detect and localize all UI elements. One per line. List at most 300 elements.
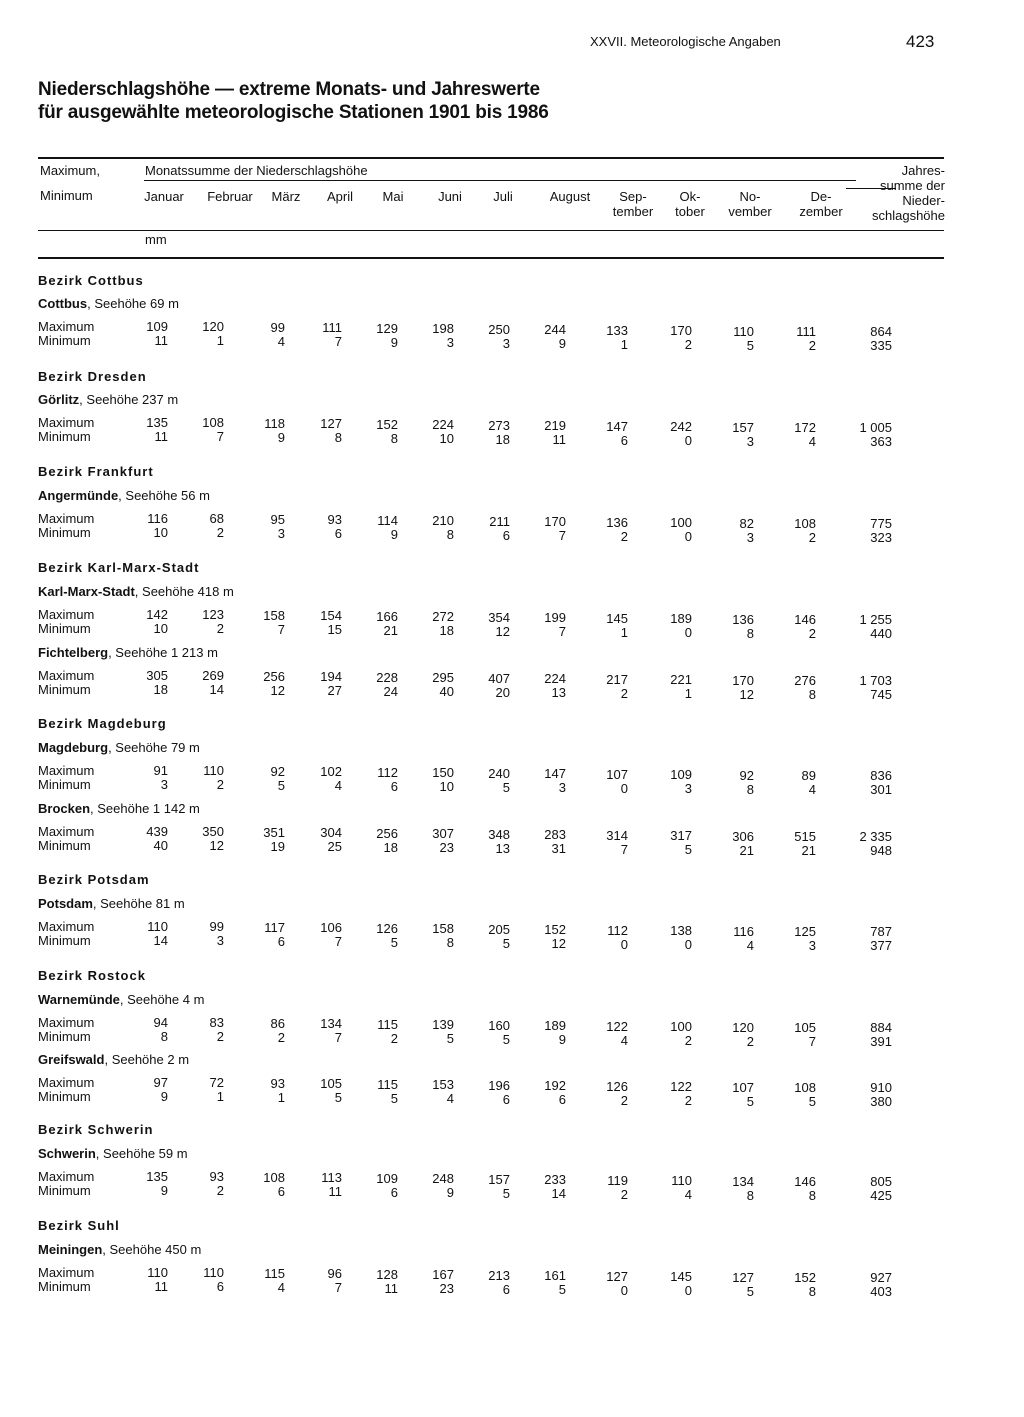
month-value-cell: 1 <box>620 625 628 640</box>
month-value-cell: 102 <box>320 764 342 779</box>
month-value-cell: 107 <box>732 1080 754 1095</box>
month-value-cell: 142 <box>146 607 168 622</box>
month-value-cell: 3 <box>746 434 754 449</box>
bezirk-heading: Bezirk Magdeburg <box>38 716 167 731</box>
month-value-cell: 13 <box>551 685 566 700</box>
row-label-minimum: Minimum <box>38 333 91 348</box>
month-value-cell: 97 <box>153 1075 168 1090</box>
month-value-cell: 1 <box>216 333 224 348</box>
station-name: Fichtelberg <box>38 645 109 660</box>
month-value-cell: 20 <box>495 685 510 700</box>
month-value-cell: 5 <box>390 935 398 950</box>
month-header-line: tember <box>612 204 654 219</box>
month-value-cell: 2 <box>620 686 628 701</box>
month-header-line: Mai <box>382 189 404 204</box>
month-value-cell: 100 <box>670 1019 692 1034</box>
station-name: Cottbus <box>38 296 88 311</box>
month-value-cell: 3 <box>446 335 454 350</box>
month-value-cell: 109 <box>376 1171 398 1186</box>
month-value-cell: 273 <box>488 418 510 433</box>
month-value-cell: 7 <box>558 624 566 639</box>
month-value-cell: 7 <box>334 1030 342 1045</box>
month-value-cell: 14 <box>209 682 224 697</box>
month-value-cell: 9 <box>160 1183 168 1198</box>
bezirk-heading: Bezirk Cottbus <box>38 273 144 288</box>
station-elevation: , Seehöhe 450 m <box>102 1242 202 1257</box>
month-header-line: Sep- <box>619 189 647 204</box>
month-value-cell: 152 <box>376 417 398 432</box>
month-value-cell: 4 <box>808 434 816 449</box>
month-value-cell: 8 <box>334 430 342 445</box>
month-value-cell: 117 <box>264 920 285 935</box>
month-value-cell: 1 <box>277 1090 285 1105</box>
month-value-cell: 4 <box>746 938 754 953</box>
station-elevation: , Seehöhe 418 m <box>134 584 234 599</box>
month-value-cell: 8 <box>808 1284 816 1299</box>
month-value-cell: 4 <box>277 1280 285 1295</box>
month-value-cell: 12 <box>270 683 285 698</box>
month-value-cell: 306 <box>732 829 754 844</box>
month-value-cell: 7 <box>334 334 342 349</box>
month-value-cell: 3 <box>684 781 692 796</box>
running-head: XXVII. Meteorologische Angaben <box>590 34 781 49</box>
row-label-minimum: Minimum <box>38 838 91 853</box>
month-header-line: Juli <box>493 189 513 204</box>
row-label-minimum: Minimum <box>38 1029 91 1044</box>
month-value-cell: 18 <box>153 682 168 697</box>
month-value-cell: 21 <box>801 843 816 858</box>
month-value-cell: 244 <box>544 322 566 337</box>
month-value-cell: 7 <box>277 622 285 637</box>
station-elevation: , Seehöhe 1 142 m <box>90 801 200 816</box>
month-value-cell: 12 <box>495 624 510 639</box>
month-value-cell: 170 <box>670 323 692 338</box>
month-value-cell: 110 <box>203 1265 224 1280</box>
row-label-minimum: Minimum <box>38 1183 91 1198</box>
month-value-cell: 2 <box>684 1093 692 1108</box>
table-title <box>38 78 549 124</box>
annual-label-line: Jahres- <box>901 163 945 178</box>
month-value-cell: 307 <box>432 826 454 841</box>
month-value-cell: 23 <box>439 1281 454 1296</box>
month-value-cell: 12 <box>739 687 754 702</box>
month-value-cell: 109 <box>146 319 168 334</box>
station-name: Angermünde <box>38 488 119 503</box>
month-header-line: De- <box>810 189 832 204</box>
month-value-cell: 4 <box>334 778 342 793</box>
month-value-cell: 7 <box>216 429 224 444</box>
month-value-cell: 269 <box>202 668 224 683</box>
annual-value-cell: 745 <box>870 687 892 702</box>
month-value-cell: 3 <box>558 780 566 795</box>
month-value-cell: 146 <box>794 1174 816 1189</box>
row-label-maximum: Maximum <box>38 919 95 934</box>
month-value-cell: 304 <box>320 825 342 840</box>
month-value-cell: 11 <box>154 429 168 444</box>
month-value-cell: 7 <box>334 934 342 949</box>
month-value-cell: 135 <box>146 1169 168 1184</box>
month-value-cell: 1 <box>684 686 692 701</box>
month-value-cell: 196 <box>488 1078 510 1093</box>
month-value-cell: 40 <box>153 838 168 853</box>
month-value-cell: 110 <box>671 1173 692 1188</box>
month-value-cell: 6 <box>558 1092 566 1107</box>
annual-label-line: schlagshöhe <box>872 208 945 223</box>
month-value-cell: 242 <box>670 419 692 434</box>
month-value-cell: 170 <box>544 514 566 529</box>
row-label-minimum: Minimum <box>38 1279 91 1294</box>
month-value-cell: 295 <box>432 670 454 685</box>
month-value-cell: 150 <box>432 765 454 780</box>
station-name: Magdeburg <box>38 740 109 755</box>
month-value-cell: 160 <box>488 1018 510 1033</box>
annual-value-cell: 805 <box>870 1174 892 1189</box>
month-value-cell: 99 <box>270 320 285 335</box>
month-value-cell: 314 <box>606 828 628 843</box>
month-value-cell: 99 <box>209 919 224 934</box>
month-value-cell: 10 <box>153 525 168 540</box>
month-value-cell: 7 <box>808 1034 816 1049</box>
month-value-cell: 172 <box>794 420 816 435</box>
month-header-line: Ok- <box>679 189 701 204</box>
month-value-cell: 3 <box>277 526 285 541</box>
month-value-cell: 139 <box>432 1017 454 1032</box>
month-value-cell: 110 <box>733 324 754 339</box>
month-value-cell: 136 <box>732 612 754 627</box>
month-value-cell: 192 <box>544 1078 566 1093</box>
month-value-cell: 110 <box>147 919 168 934</box>
header-bottom-rule <box>38 257 944 259</box>
month-value-cell: 6 <box>502 528 510 543</box>
row-label-minimum: Minimum <box>38 777 91 792</box>
month-value-cell: 2 <box>216 1029 224 1044</box>
annual-value-cell: 1 005 <box>859 420 892 435</box>
month-value-cell: 25 <box>327 839 342 854</box>
month-value-cell: 221 <box>670 672 692 687</box>
month-value-cell: 5 <box>808 1094 816 1109</box>
month-value-cell: 2 <box>808 338 816 353</box>
month-value-cell: 8 <box>160 1029 168 1044</box>
month-value-cell: 5 <box>502 936 510 951</box>
station-name: Potsdam <box>38 896 93 911</box>
month-value-cell: 5 <box>446 1031 454 1046</box>
annual-value-cell: 910 <box>870 1080 892 1095</box>
month-value-cell: 112 <box>377 765 398 780</box>
row-label-maximum: Maximum <box>38 319 95 334</box>
month-value-cell: 10 <box>439 779 454 794</box>
month-value-cell: 126 <box>376 921 398 936</box>
month-value-cell: 233 <box>544 1172 566 1187</box>
month-value-cell: 2 <box>216 1183 224 1198</box>
row-label-maximum: Maximum <box>38 1015 95 1030</box>
bezirk-heading: Bezirk Potsdam <box>38 872 150 887</box>
month-value-cell: 161 <box>544 1268 566 1283</box>
month-value-cell: 13 <box>495 841 510 856</box>
month-value-cell: 136 <box>606 515 628 530</box>
annual-value-cell: 335 <box>870 338 892 353</box>
month-value-cell: 2 <box>390 1031 398 1046</box>
month-value-cell: 2 <box>620 1187 628 1202</box>
month-value-cell: 8 <box>446 527 454 542</box>
month-value-cell: 9 <box>446 1185 454 1200</box>
station-heading <box>38 1052 189 1067</box>
month-value-cell: 152 <box>544 922 566 937</box>
row-label-minimum: Minimum <box>38 621 91 636</box>
month-header-line: No- <box>739 189 761 204</box>
month-value-cell: 93 <box>209 1169 224 1184</box>
month-value-cell: 125 <box>794 924 816 939</box>
annual-value-cell: 787 <box>870 924 892 939</box>
month-value-cell: 199 <box>544 610 566 625</box>
month-header-line: März <box>271 189 301 204</box>
row-label-maximum: Maximum <box>38 763 95 778</box>
month-value-cell: 6 <box>502 1092 510 1107</box>
month-value-cell: 250 <box>488 322 510 337</box>
bezirk-heading: Bezirk Dresden <box>38 369 147 384</box>
month-value-cell: 19 <box>270 839 285 854</box>
station-elevation: , Seehöhe 79 m <box>108 740 200 755</box>
month-value-cell: 407 <box>488 671 510 686</box>
month-value-cell: 23 <box>439 840 454 855</box>
month-header-line: tober <box>675 204 705 219</box>
month-value-cell: 6 <box>334 526 342 541</box>
station-heading <box>38 801 200 816</box>
annual-value-cell: 377 <box>870 938 892 953</box>
month-value-cell: 240 <box>488 766 510 781</box>
month-value-cell: 228 <box>376 670 398 685</box>
station-heading <box>38 992 204 1007</box>
month-value-cell: 2 <box>684 1033 692 1048</box>
month-value-cell: 9 <box>558 336 566 351</box>
month-value-cell: 111 <box>796 324 816 339</box>
month-value-cell: 350 <box>202 824 224 839</box>
month-value-cell: 126 <box>606 1079 628 1094</box>
month-value-cell: 113 <box>321 1170 342 1185</box>
month-value-cell: 5 <box>502 1186 510 1201</box>
month-value-cell: 5 <box>334 1090 342 1105</box>
month-value-cell: 217 <box>606 672 628 687</box>
title-line-2: für ausgewählte meteorologische Stationen 1901 bis 1986 <box>38 102 549 123</box>
month-value-cell: 9 <box>160 1089 168 1104</box>
bezirk-heading: Bezirk Suhl <box>38 1218 120 1233</box>
month-value-cell: 2 <box>277 1030 285 1045</box>
month-value-cell: 189 <box>544 1018 566 1033</box>
month-value-cell: 145 <box>670 1269 692 1284</box>
header-group-rule <box>144 180 856 181</box>
month-value-cell: 6 <box>277 1184 285 1199</box>
month-value-cell: 89 <box>801 768 816 783</box>
month-value-cell: 2 <box>620 529 628 544</box>
month-value-cell: 110 <box>203 763 224 778</box>
month-value-cell: 18 <box>383 840 398 855</box>
month-value-cell: 9 <box>390 335 398 350</box>
header-top-rule <box>38 157 944 159</box>
month-value-cell: 21 <box>739 843 754 858</box>
annual-value-cell: 1 255 <box>859 612 892 627</box>
month-value-cell: 6 <box>277 934 285 949</box>
month-value-cell: 2 <box>620 1093 628 1108</box>
station-name: Brocken <box>38 801 91 816</box>
header-unit: mm <box>145 232 167 247</box>
month-value-cell: 14 <box>153 933 168 948</box>
month-value-cell: 111 <box>322 320 342 335</box>
station-heading <box>38 1242 201 1257</box>
month-value-cell: 122 <box>606 1019 628 1034</box>
month-header-line: August <box>549 189 591 204</box>
month-value-cell: 138 <box>670 923 692 938</box>
month-value-cell: 114 <box>377 513 398 528</box>
month-value-cell: 9 <box>277 430 285 445</box>
month-value-cell: 129 <box>376 321 398 336</box>
month-value-cell: 3 <box>502 336 510 351</box>
month-value-cell: 6 <box>216 1279 224 1294</box>
station-elevation: , Seehöhe 4 m <box>119 992 205 1007</box>
month-value-cell: 194 <box>320 669 342 684</box>
month-value-cell: 5 <box>746 338 754 353</box>
month-value-cell: 11 <box>154 333 168 348</box>
station-name: Greifswald <box>38 1052 105 1067</box>
month-value-cell: 8 <box>808 687 816 702</box>
month-value-cell: 120 <box>732 1020 754 1035</box>
station-heading <box>38 896 185 911</box>
month-value-cell: 158 <box>263 608 285 623</box>
month-value-cell: 154 <box>320 608 342 623</box>
month-value-cell: 9 <box>558 1032 566 1047</box>
annual-value-cell: 403 <box>870 1284 892 1299</box>
month-value-cell: 135 <box>146 415 168 430</box>
month-value-cell: 12 <box>209 838 224 853</box>
month-value-cell: 134 <box>732 1174 754 1189</box>
month-value-cell: 351 <box>263 825 285 840</box>
station-name: Meiningen <box>38 1242 103 1257</box>
month-value-cell: 157 <box>732 420 754 435</box>
month-value-cell: 68 <box>209 511 224 526</box>
month-value-cell: 276 <box>794 673 816 688</box>
station-elevation: , Seehöhe 1 213 m <box>108 645 218 660</box>
month-value-cell: 27 <box>327 683 342 698</box>
month-value-cell: 8 <box>390 431 398 446</box>
month-value-cell: 158 <box>432 921 454 936</box>
month-value-cell: 2 <box>216 525 224 540</box>
station-elevation: , Seehöhe 237 m <box>79 392 179 407</box>
month-value-cell: 2 <box>216 621 224 636</box>
row-label-minimum: Minimum <box>38 429 91 444</box>
month-value-cell: 147 <box>544 766 566 781</box>
month-value-cell: 21 <box>383 623 398 638</box>
month-value-cell: 8 <box>746 782 754 797</box>
month-value-cell: 5 <box>277 778 285 793</box>
row-label-maximum: Maximum <box>38 607 95 622</box>
month-value-cell: 8 <box>746 1188 754 1203</box>
month-value-cell: 96 <box>327 1266 342 1281</box>
month-header-line: vember <box>728 204 772 219</box>
month-value-cell: 115 <box>377 1077 398 1092</box>
month-value-cell: 24 <box>383 684 398 699</box>
month-value-cell: 1 <box>620 337 628 352</box>
month-value-cell: 12 <box>551 936 566 951</box>
month-value-cell: 8 <box>808 1188 816 1203</box>
month-value-cell: 5 <box>502 780 510 795</box>
month-value-cell: 109 <box>670 767 692 782</box>
month-value-cell: 348 <box>488 827 510 842</box>
row-label-maximum: Maximum <box>38 668 95 683</box>
month-value-cell: 134 <box>320 1016 342 1031</box>
row-label-minimum: Minimum <box>38 933 91 948</box>
month-header <box>781 189 861 219</box>
month-value-cell: 213 <box>488 1268 510 1283</box>
annual-value-cell: 864 <box>870 324 892 339</box>
month-value-cell: 115 <box>264 1266 285 1281</box>
month-value-cell: 4 <box>446 1091 454 1106</box>
month-value-cell: 72 <box>209 1075 224 1090</box>
month-value-cell: 0 <box>620 937 628 952</box>
month-value-cell: 107 <box>606 767 628 782</box>
bezirk-heading: Bezirk Schwerin <box>38 1122 154 1137</box>
month-value-cell: 354 <box>488 610 510 625</box>
month-value-cell: 198 <box>432 321 454 336</box>
month-value-cell: 145 <box>606 611 628 626</box>
row-label-minimum: Minimum <box>38 682 91 697</box>
month-value-cell: 3 <box>808 938 816 953</box>
month-value-cell: 167 <box>432 1267 454 1282</box>
month-value-cell: 5 <box>746 1284 754 1299</box>
month-value-cell: 219 <box>544 418 566 433</box>
month-value-cell: 4 <box>684 1187 692 1202</box>
month-value-cell: 11 <box>328 1184 342 1199</box>
month-value-cell: 11 <box>154 1279 168 1294</box>
month-value-cell: 2 <box>746 1034 754 1049</box>
month-value-cell: 4 <box>277 334 285 349</box>
month-value-cell: 2 <box>808 626 816 641</box>
month-value-cell: 256 <box>263 669 285 684</box>
month-value-cell: 94 <box>153 1015 168 1030</box>
month-value-cell: 0 <box>684 433 692 448</box>
month-header-line: April <box>326 189 353 204</box>
page-number: 423 <box>906 32 935 51</box>
month-value-cell: 0 <box>620 1283 628 1298</box>
month-value-cell: 6 <box>502 1282 510 1297</box>
month-value-cell: 224 <box>544 671 566 686</box>
month-value-cell: 40 <box>439 684 454 699</box>
month-value-cell: 108 <box>794 516 816 531</box>
annual-value-cell: 884 <box>870 1020 892 1035</box>
header-group-label: Monatssumme der Niederschlagshöhe <box>145 163 368 178</box>
month-value-cell: 92 <box>270 764 285 779</box>
month-value-cell: 0 <box>684 529 692 544</box>
header-min-label: Minimum <box>40 188 93 203</box>
month-header-line: Juni <box>438 189 462 204</box>
station-name: Schwerin <box>38 1146 96 1161</box>
month-value-cell: 108 <box>794 1080 816 1095</box>
month-value-cell: 11 <box>384 1281 398 1296</box>
month-value-cell: 0 <box>684 625 692 640</box>
annual-value-cell: 836 <box>870 768 892 783</box>
month-header <box>710 189 790 219</box>
month-value-cell: 3 <box>216 933 224 948</box>
month-value-cell: 153 <box>432 1077 454 1092</box>
month-value-cell: 2 <box>216 777 224 792</box>
month-value-cell: 18 <box>439 623 454 638</box>
row-label-maximum: Maximum <box>38 824 95 839</box>
annual-value-cell: 440 <box>870 626 892 641</box>
row-label-minimum: Minimum <box>38 525 91 540</box>
month-value-cell: 283 <box>544 827 566 842</box>
annual-value-cell: 425 <box>870 1188 892 1203</box>
month-value-cell: 4 <box>808 782 816 797</box>
month-value-cell: 4 <box>620 1033 628 1048</box>
month-value-cell: 92 <box>739 768 754 783</box>
station-name: Warnemünde <box>38 992 120 1007</box>
